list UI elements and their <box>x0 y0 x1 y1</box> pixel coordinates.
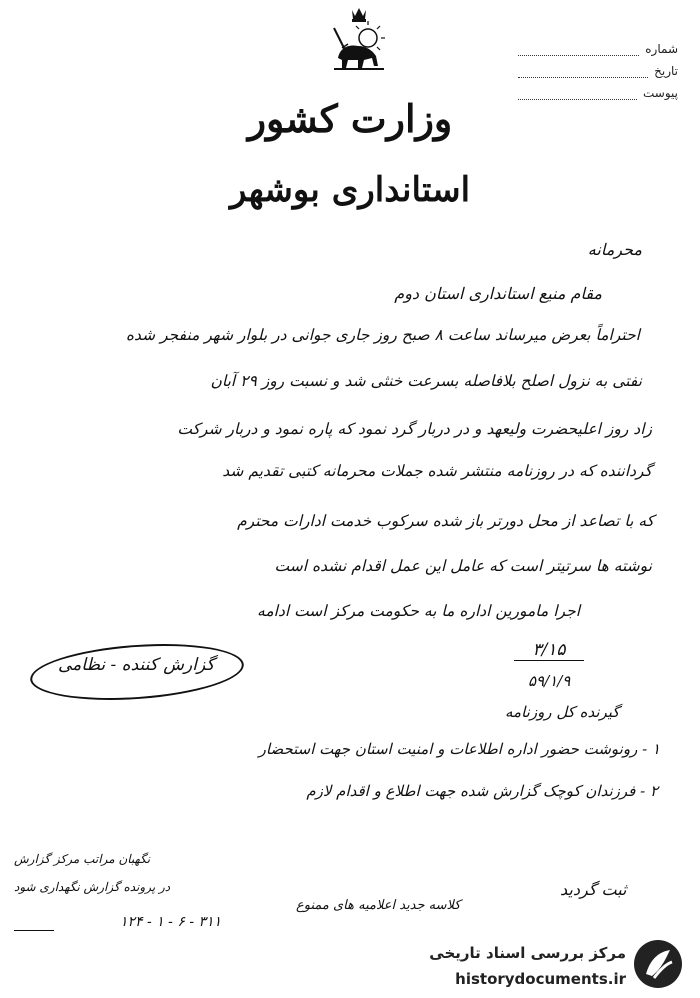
archive-logo-icon <box>632 938 684 990</box>
body-line: اجرا مامورین اداره ما به حکومت مرکز است ادامه <box>257 602 580 620</box>
distribution-item: ۱ - رونوشت حضور اداره اطلاعات و امنیت استان جهت استحضار <box>258 740 660 758</box>
body-line: که با تصاعد از محل دورتر باز شده سرکوب خدمت ادارات محترم <box>237 512 654 530</box>
body-line: نفتی به نزول اصلح بلافاصله بسرعت خنثی شد و نسبت روز ۲۹ آبان <box>210 372 642 390</box>
classification-mark: محرمانه <box>587 240 642 259</box>
header-fields <box>518 34 678 100</box>
number-code: ۳۱۱ - ۶ - ۱ - ۱۲۴ <box>120 914 222 930</box>
body-line: نوشته ها سرتیتر است که عامل این عمل اقدام نشده است <box>274 557 652 575</box>
body-line: گرداننده که در روزنامه منتشر شده جملات محرمانه کتبی تقدیم شد <box>222 462 652 480</box>
fraction-top: ۳/۱۵ <box>514 640 584 661</box>
lion-and-sun-emblem <box>328 6 390 74</box>
center-note: کلاسه جدید اعلامیه های ممنوع <box>296 898 461 913</box>
date-line <box>518 67 648 78</box>
salutation-line: مقام منیع استانداری استان دوم <box>394 284 602 303</box>
refer-note: گیرنده کل روزنامه <box>505 703 620 721</box>
date-field <box>518 56 678 78</box>
watermark-url: historydocuments.ir <box>455 970 626 988</box>
body-line: احتراماً بعرض میرساند ساعت ۸ صبح روز جاری جوانی در بلوار شهر منفجر شده <box>125 326 640 344</box>
fraction-bottom: ۵۹/۱/۹ <box>528 672 571 690</box>
body-line: زاد روز اعلیحضرت ولیعهد و در دربار گرد نمود که پاره نمود و دربار شرکت <box>177 420 652 438</box>
bottom-left-note: در پرونده گزارش نگهداری شود <box>14 880 171 894</box>
watermark-title: مرکز بررسی اسناد تاریخی <box>429 944 626 962</box>
office-title: استانداری بوشهر <box>229 170 471 210</box>
reference-fraction <box>514 640 584 661</box>
number-label: شماره <box>645 42 678 56</box>
bottom-right-note: ثبت گردید <box>560 880 627 899</box>
distribution-item: ۲ - فرزندان کوچک گزارش شده جهت اطلاع و اقدام لازم <box>306 782 658 800</box>
watermark <box>408 938 692 996</box>
date-label: تاریخ <box>654 64 678 78</box>
attachment-label: پیوست <box>643 86 678 100</box>
number-line <box>518 45 639 56</box>
number-field <box>518 34 678 56</box>
scribble-underline <box>14 930 54 931</box>
bottom-left-note: نگهبان مراتب مرکز گزارش <box>14 852 151 866</box>
ministry-title: وزارت کشور <box>247 96 453 141</box>
signature-text: گزارش کننده - نظامی <box>58 655 215 675</box>
